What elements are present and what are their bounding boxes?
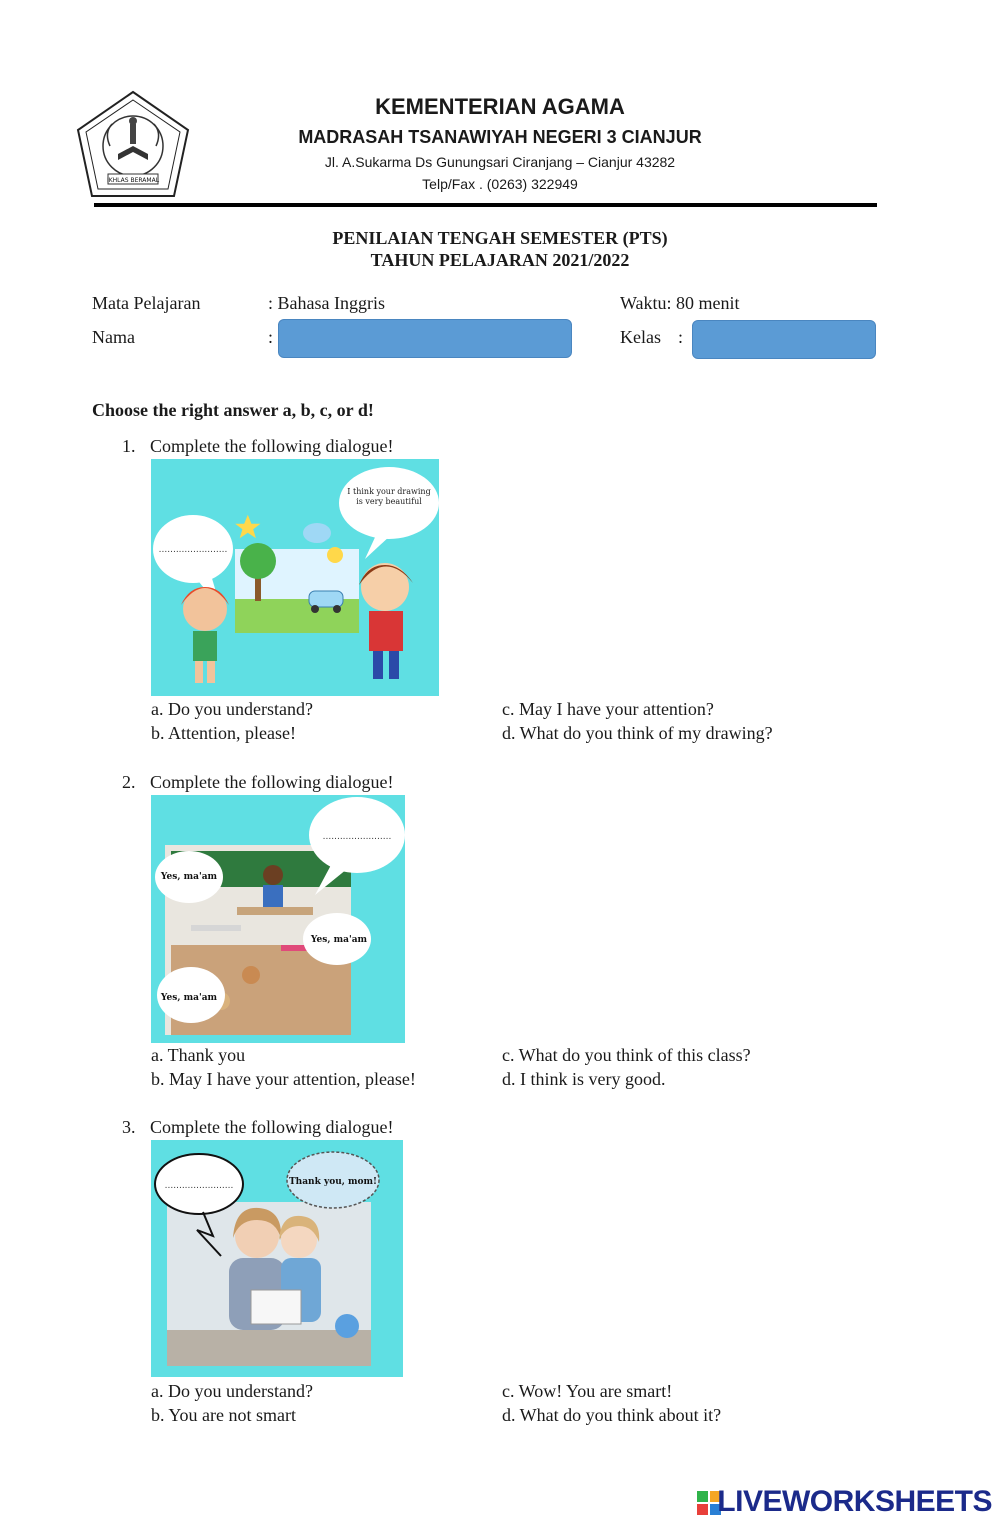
question-prompt: Complete the following dialogue!	[150, 772, 394, 792]
exam-year: TAHUN PELAJARAN 2021/2022	[370, 250, 630, 270]
bubble-right: Thank you, mom!	[288, 1177, 378, 1187]
option-a[interactable]: a. Thank you	[151, 1045, 246, 1065]
question-number: 1.	[122, 436, 136, 456]
option-b[interactable]: b. You are not smart	[151, 1405, 296, 1425]
time-info: Waktu: 80 menit	[620, 293, 740, 313]
school-address: Jl. A.Sukarma Ds Gunungsari Ciranjang – Cianjur 43282	[324, 154, 676, 170]
option-c[interactable]: c. What do you think of this class?	[502, 1045, 751, 1065]
class-input[interactable]	[692, 320, 876, 359]
option-d[interactable]: d. I think is very good.	[502, 1069, 666, 1089]
option-d[interactable]: d. What do you think about it?	[502, 1405, 722, 1425]
class-colon: :	[678, 327, 684, 347]
subject-value: : Bahasa Inggris	[268, 293, 385, 313]
liveworksheets-brand[interactable]: LIVEWORKSHEETS	[717, 1485, 992, 1518]
question-3-picture	[151, 1140, 403, 1377]
option-c[interactable]: c. Wow! You are smart!	[502, 1381, 673, 1401]
question-number: 3.	[122, 1117, 136, 1137]
option-d[interactable]: d. What do you think of my drawing?	[502, 723, 773, 743]
option-b[interactable]: b. May I have your attention, please!	[151, 1069, 416, 1089]
exam-title: PENILAIAN TENGAH SEMESTER (PTS)	[332, 228, 668, 248]
bubble-left: ........................	[158, 545, 228, 555]
bubble-right-line1: I think your drawing	[347, 487, 431, 496]
bubble-yes-1: Yes, ma'am	[160, 872, 218, 882]
question-prompt: Complete the following dialogue!	[150, 436, 394, 456]
question-number: 2.	[122, 772, 136, 792]
option-c[interactable]: c. May I have your attention?	[502, 699, 714, 719]
name-input[interactable]	[278, 319, 572, 358]
option-b[interactable]: b. Attention, please!	[151, 723, 296, 743]
header-divider	[94, 203, 877, 207]
name-label: Nama	[92, 327, 135, 347]
bubble-left: ........................	[164, 1181, 234, 1191]
option-a[interactable]: a. Do you understand?	[151, 699, 313, 719]
school-name: MADRASAH TSANAWIYAH NEGERI 3 CIANJUR	[298, 127, 702, 147]
subject-label: Mata Pelajaran	[92, 293, 201, 313]
question-2-picture	[151, 795, 405, 1043]
bubble-yes-2: Yes, ma'am	[310, 935, 368, 945]
question-1-picture	[151, 459, 439, 696]
ministry-title: KEMENTERIAN AGAMA	[375, 94, 625, 119]
school-phone: Telp/Fax . (0263) 322949	[422, 176, 578, 192]
bubble-yes-3: Yes, ma'am	[160, 993, 218, 1003]
question-prompt: Complete the following dialogue!	[150, 1117, 394, 1137]
instruction: Choose the right answer a, b, c, or d!	[92, 400, 374, 420]
bubble-top: ........................	[322, 832, 392, 842]
bubble-right-line2: is very beautiful	[356, 497, 422, 506]
logo-text: IKHLAS BERAMAL	[106, 177, 160, 184]
name-colon: :	[268, 327, 274, 347]
option-a[interactable]: a. Do you understand?	[151, 1381, 313, 1401]
class-label: Kelas	[620, 327, 661, 347]
